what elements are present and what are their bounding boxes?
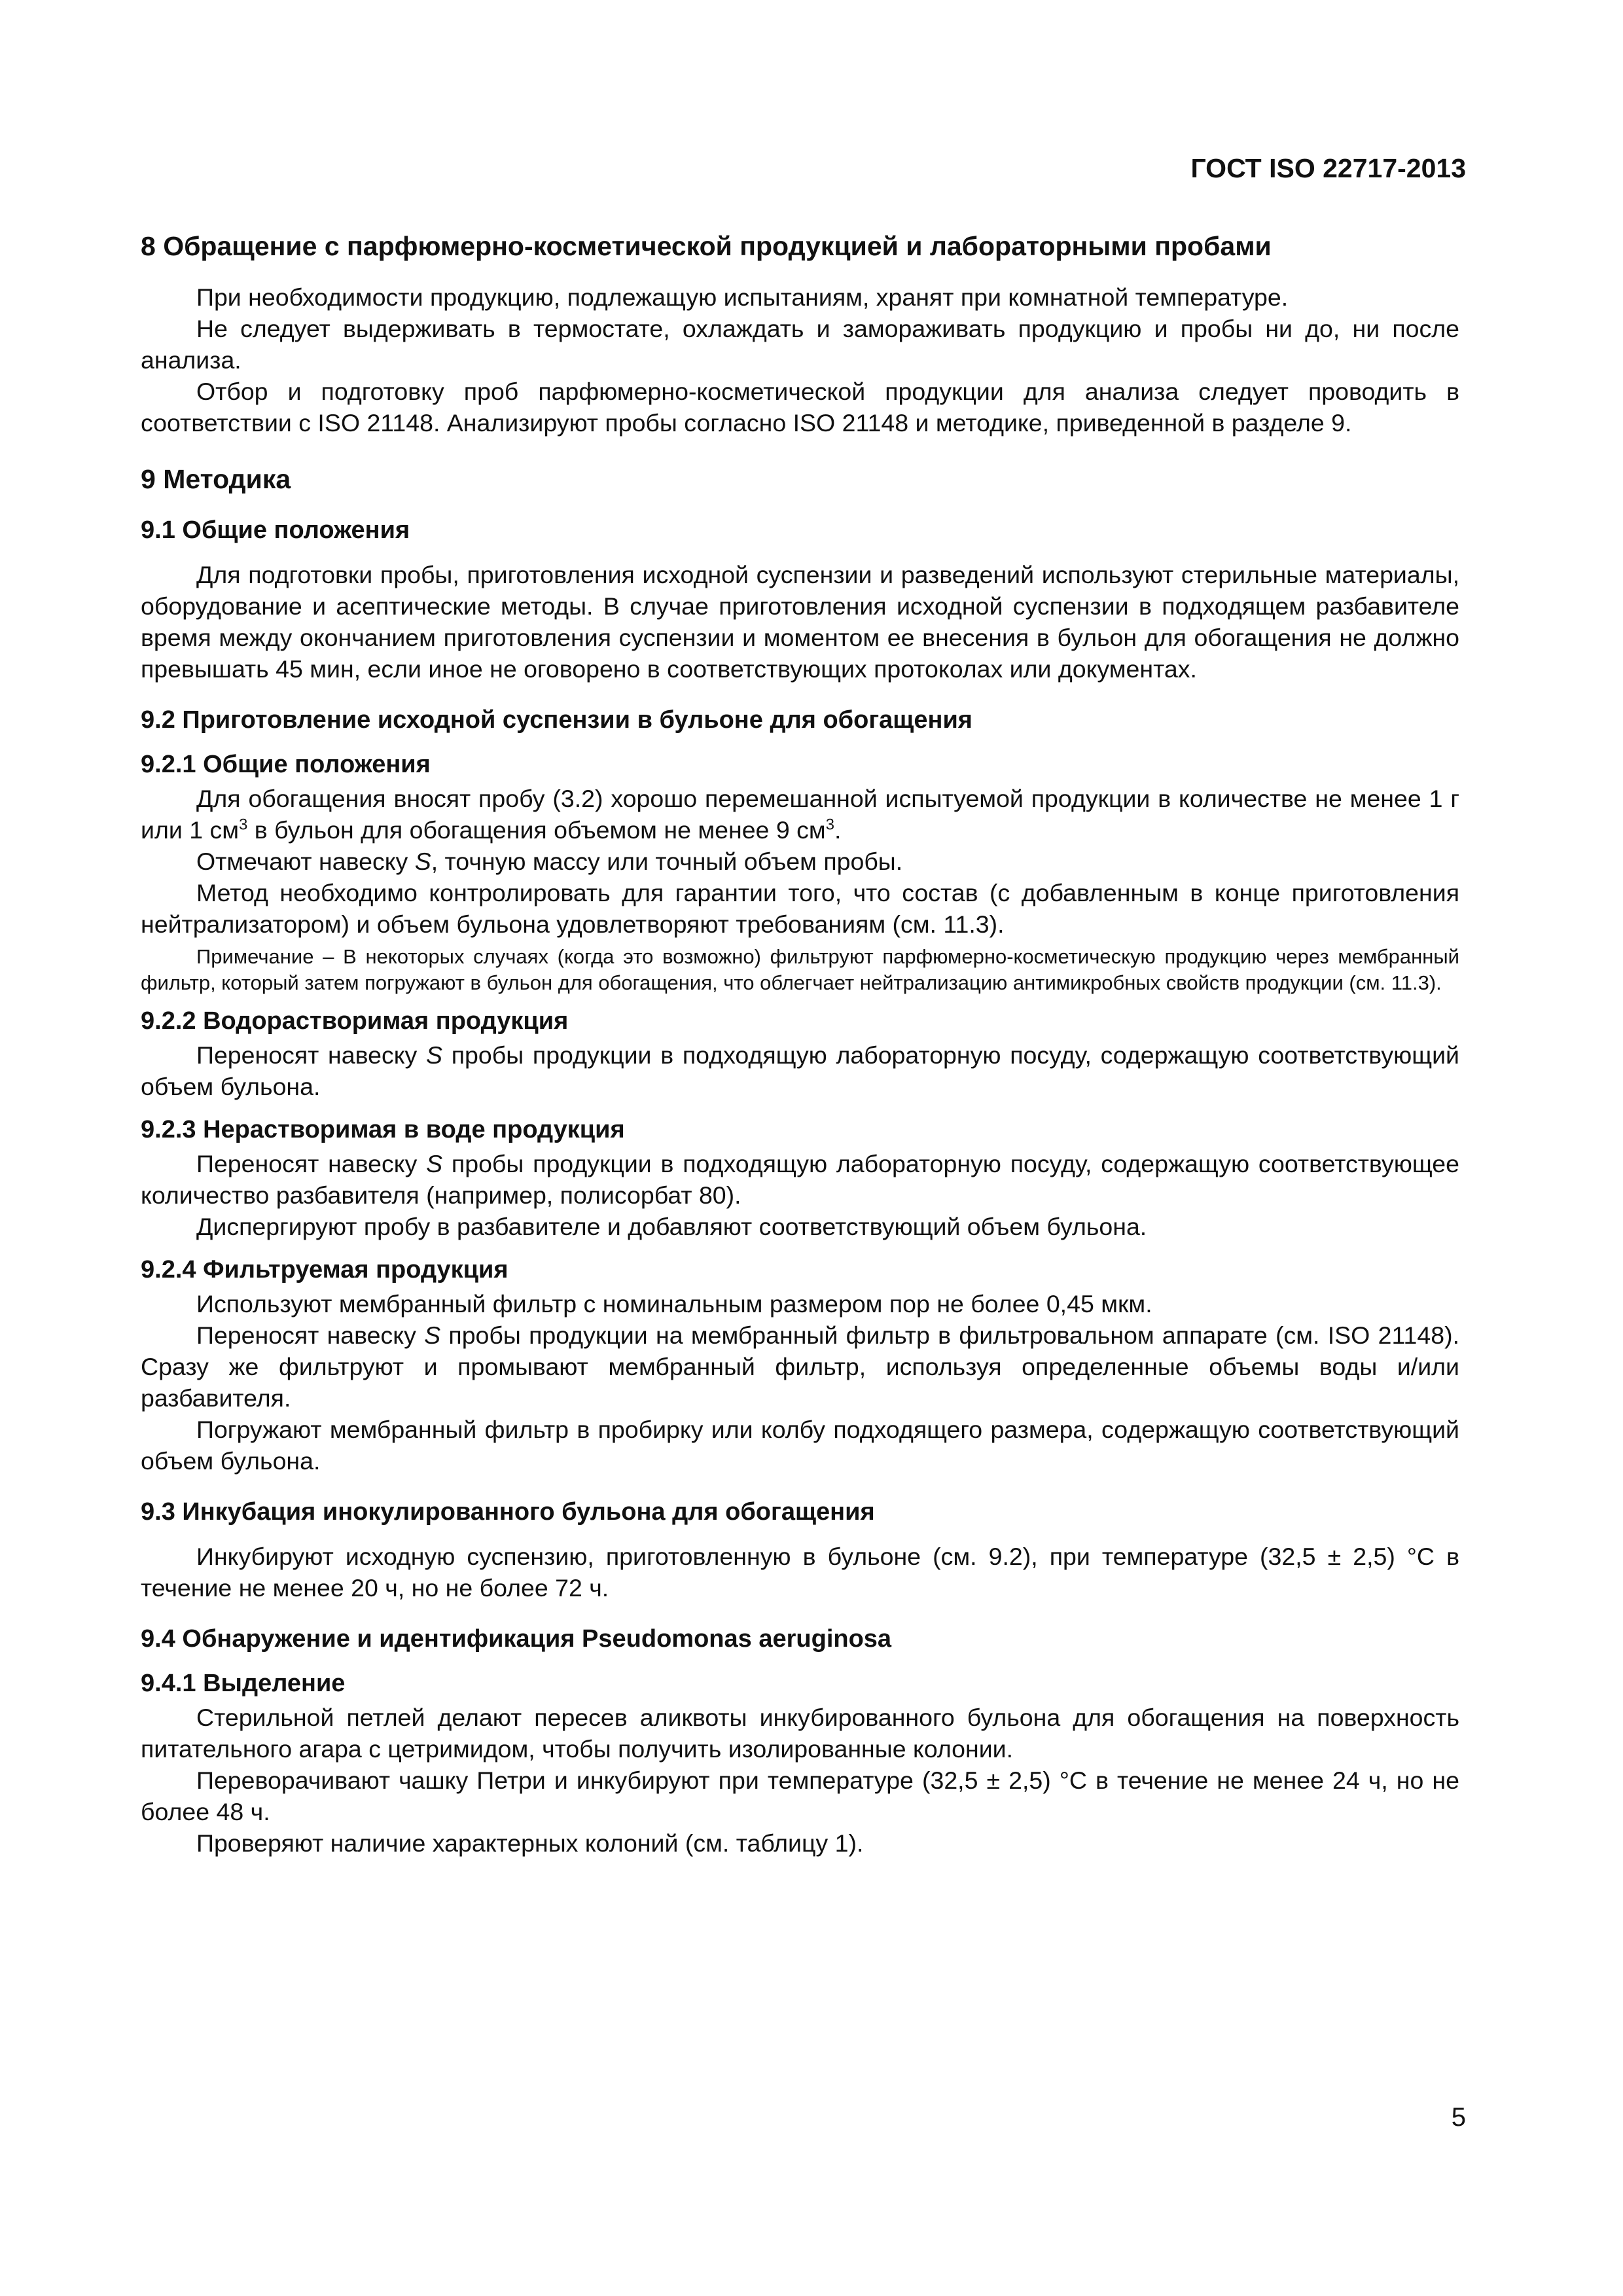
section-9-3-heading: 9.3 Инкубация инокулированного бульона для обогащения [141,1498,875,1526]
variable-s: S [426,1150,443,1177]
document-code: ГОСТ ISO 22717-2013 [1190,153,1466,183]
variable-s: S [424,1321,441,1349]
section-9-1-heading: 9.1 Общие положения [141,516,410,544]
text-fragment: Переносят навеску [196,1150,427,1177]
section-9-4-1-heading: 9.4.1 Выделение [141,1670,346,1697]
section-9-2-1-paragraph-1 [141,783,1459,846]
section-9-2-heading: 9.2 Приготовление исходной суспензии в бульоне для обогащения [141,706,972,734]
text-fragment: , точную массу или точный объем пробы. [431,848,903,875]
section-9-2-3-heading: 9.2.3 Нерастворимая в воде продукция [141,1116,625,1143]
section-9-4-1-paragraph-1: Стерильной петлей делают пересев аликвоты инкубированного бульона для обогащения на поверхность питательного агара с цетримидом, чтобы получить изолированные колонии. [141,1704,1459,1763]
text-fragment: Отмечают навеску [196,848,415,875]
text-fragment: пробы продукции на мембранный фильтр в фильтровальном аппарате (см. ISO 21148). Сразу же фильтруют и промывают мембранный фильтр, используя определенные объемы воды и/или разбавителя. [141,1321,1460,1412]
section-9-4-1-paragraph-2: Переворачивают чашку Петри и инкубируют при температуре (32,5 ± 2,5) °С в течение не менее 24 ч, но не более 48 ч. [141,1767,1459,1825]
text-fragment: . [834,816,842,844]
section-9-2-2-heading: 9.2.2 Водорастворимая продукция [141,1007,569,1035]
page-content [141,229,1459,1859]
text-fragment: пробы продукции в подходящую лабораторную посуду, содержащую соответствующий объем бульона. [141,1041,1459,1100]
section-8-heading: 8 Обращение с парфюмерно-косметической продукцией и лабораторными пробами [141,231,1272,261]
text-fragment: Для обогащения вносят пробу (3.2) хорошо перемешанной испытуемой продукции в количестве не менее 1 г или 1 см [141,785,1459,844]
section-8-paragraph-2: Не следует выдерживать в термостате, охлаждать и замораживать продукцию и пробы ни до, ни после анализа. [141,315,1459,374]
section-9-2-3-paragraph-1 [141,1148,1459,1211]
section-9-2-3-paragraph-2: Диспергируют пробу в разбавителе и добавляют соответствующий объем бульона. [196,1213,1147,1240]
section-8-paragraph-3: Отбор и подготовку проб парфюмерно-косметической продукции для анализа следует проводить в соответствии с ISO 21148. Анализируют пробы согласно ISO 21148 и методике, приведенной в разделе 9. [141,378,1459,437]
section-9-1-paragraph: Для подготовки пробы, приготовления исходной суспензии и разведений используют стерильные материалы, оборудование и асептические методы. В случае приготовления исходной суспензии в подходящем разбавителе время между окончанием приготовления суспензии и моментом ее внесения в бульон для обогащения не должно превышать 45 мин, если иное не оговорено в соответствующих протоколах или документах. [141,561,1459,683]
section-9-2-4-paragraph-3: Погружают мембранный фильтр в пробирку или колбу подходящего размера, содержащую соответствующий объем бульона. [141,1416,1459,1475]
text-fragment: Переносят навеску [196,1321,425,1349]
superscript: 3 [239,816,248,834]
section-9-2-4-paragraph-1: Используют мембранный фильтр с номинальным размером пор не более 0,45 мкм. [196,1290,1152,1318]
text-fragment: в бульон для обогащения объемом не менее 9 см [247,816,826,844]
section-9-heading: 9 Методика [141,464,291,494]
section-9-2-1-paragraph-2 [141,846,1459,877]
text-fragment: пробы продукции в подходящую лабораторную посуду, содержащую соответствующее количество разбавителя (например, полисорбат 80). [141,1150,1459,1209]
section-9-2-4-heading: 9.2.4 Фильтруемая продукция [141,1256,508,1283]
page-number: 5 [1451,2103,1466,2132]
superscript: 3 [825,816,835,834]
section-9-2-4-paragraph-2 [141,1319,1459,1414]
section-9-3-paragraph: Инкубируют исходную суспензию, приготовленную в бульоне (см. 9.2), при температуре (32,5 ± 2,5) °С в течение не менее 20 ч, но не более 72 ч. [141,1543,1459,1602]
variable-s: S [414,848,431,875]
text-fragment: Переносят навеску [196,1041,426,1069]
section-9-2-1-note: Примечание – В некоторых случаях (когда это возможно) фильтруют парфюмерно-косметическую продукцию через мембранный фильтр, который затем погружают в бульон для обогащения, что облегчает нейтрализацию антимикробных свойств продукции (см. 11.3). [141,945,1459,994]
section-9-2-1-paragraph-3: Метод необходимо контролировать для гарантии того, что состав (с добавленным в конце приготовления нейтрализатором) и объем бульона удовлетворяют требованиям (см. 11.3). [141,879,1459,938]
section-8-paragraph-1: При необходимости продукцию, подлежащую испытаниям, хранят при комнатной температуре. [196,283,1289,311]
section-9-2-2-paragraph [141,1039,1459,1102]
section-9-4-1-paragraph-3: Проверяют наличие характерных колоний (см. таблицу 1). [196,1829,864,1857]
section-9-4-heading: 9.4 Обнаружение и идентификация Pseudomonas aeruginosa [141,1625,892,1653]
section-9-2-1-heading: 9.2.1 Общие положения [141,751,431,778]
variable-s: S [426,1041,443,1069]
